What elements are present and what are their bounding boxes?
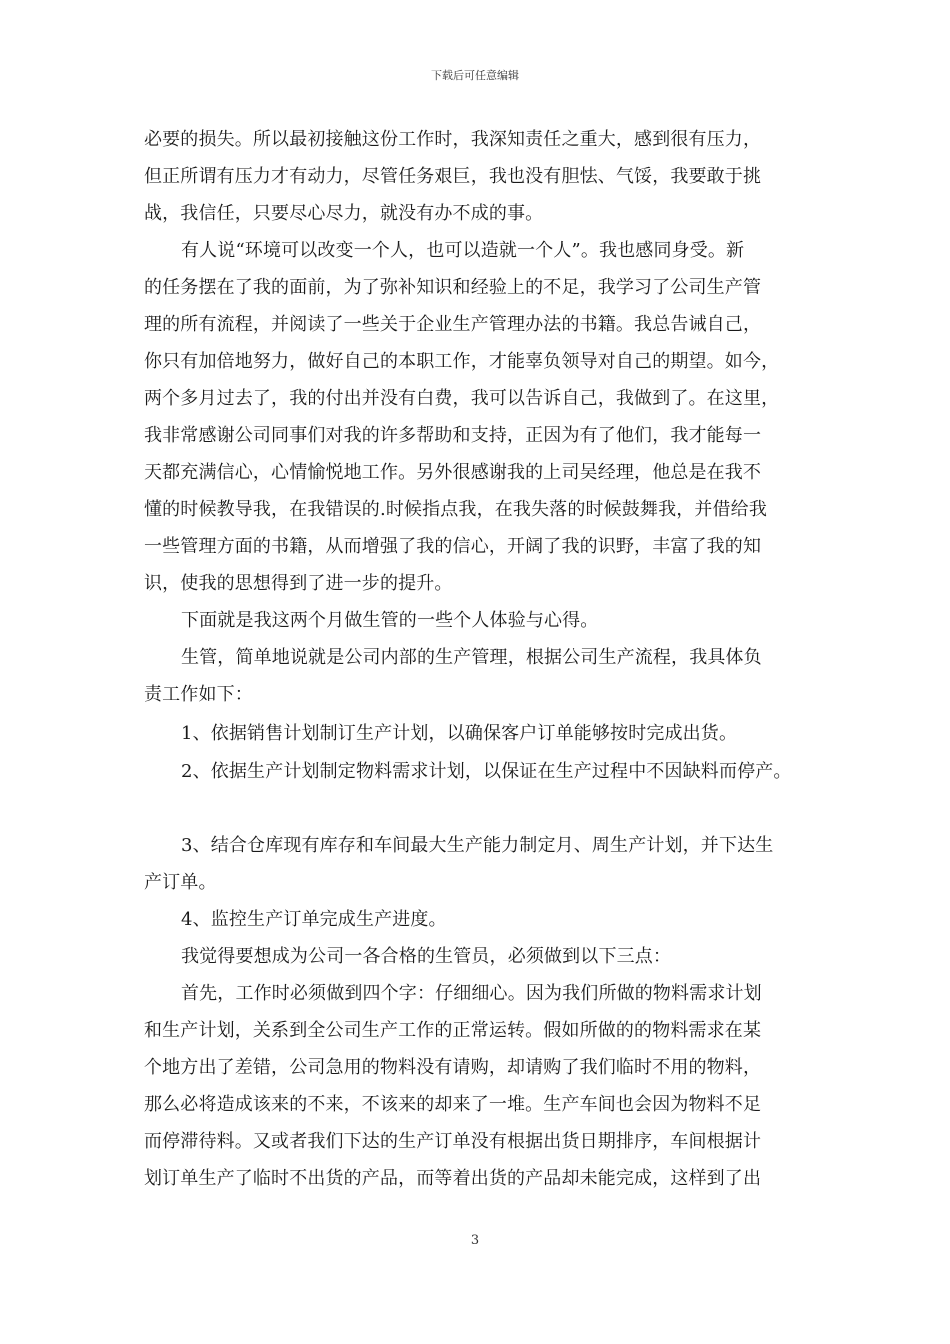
- list-item: 3、结合仓库现有库存和车间最大生产能力制定月、周生产计划，并下达生: [181, 835, 774, 856]
- body-text-line: 我非常感谢公司同事们对我的许多帮助和支持，正因为有了他们，我才能每一: [144, 425, 762, 446]
- list-item: 1、依据销售计划制订生产计划，以确保客户订单能够按时完成出货。: [181, 723, 738, 744]
- body-text-line: 首先，工作时必须做到四个字：仔细细心。因为我们所做的物料需求计划: [181, 983, 762, 1004]
- body-text-line: 但正所谓有压力才有动力，尽管任务艰巨，我也没有胆怯、气馁，我要敢于挑: [144, 166, 762, 187]
- body-text-line: 而停滞待料。又或者我们下达的生产订单没有根据出货日期排序，车间根据计: [144, 1131, 762, 1152]
- body-text-line: 懂的时候教导我，在我错误的.时候指点我，在我失落的时候鼓舞我，并借给我: [144, 499, 767, 520]
- body-text-line: 你只有加倍地努力，做好自己的本职工作，才能辜负领导对自己的期望。如今，: [144, 351, 780, 372]
- page-header: 下载后可任意编辑: [431, 69, 519, 82]
- list-item: 2、依据生产计划制定物料需求计划，以保证在生产过程中不因缺料而停产。: [181, 761, 792, 782]
- body-text-line: 识，使我的思想得到了进一步的提升。: [144, 573, 453, 594]
- body-text-line: 一些管理方面的书籍，从而增强了我的信心，开阔了我的识野，丰富了我的知: [144, 536, 762, 557]
- body-text-line: 必要的损失。所以最初接触这份工作时，我深知责任之重大，感到很有压力，: [144, 129, 762, 150]
- body-text-line: 下面就是我这两个月做生管的一些个人体验与心得。: [181, 610, 599, 631]
- body-text-line: 的任务摆在了我的面前，为了弥补知识和经验上的不足，我学习了公司生产管: [144, 277, 762, 298]
- body-text-line: 我觉得要想成为公司一各合格的生管员，必须做到以下三点：: [181, 946, 672, 967]
- body-text-line: 理的所有流程，并阅读了一些关于企业生产管理办法的书籍。我总告诫自己，: [144, 314, 762, 335]
- body-text-line: 战，我信任，只要尽心尽力，就没有办不成的事。: [144, 203, 544, 224]
- body-text-line: 有人说“环境可以改变一个人，也可以造就一个人”。我也感同身受。新: [181, 240, 745, 261]
- body-text-line: 划订单生产了临时不出货的产品，而等着出货的产品却未能完成，这样到了出: [144, 1168, 762, 1189]
- body-text-line: 天都充满信心，心情愉悦地工作。另外很感谢我的上司吴经理，他总是在我不: [144, 462, 762, 483]
- body-text-line: 那么必将造成该来的不来，不该来的却来了一堆。生产车间也会因为物料不足: [144, 1094, 762, 1115]
- body-text-line: 生管，简单地说就是公司内部的生产管理，根据公司生产流程，我具体负: [181, 647, 762, 668]
- page-number: 3: [470, 1233, 480, 1248]
- list-item: 4、监控生产订单完成生产进度。: [181, 909, 447, 930]
- body-text-line: 责工作如下：: [144, 684, 253, 705]
- body-text-line: 和生产计划，关系到全公司生产工作的正常运转。假如所做的的物料需求在某: [144, 1020, 762, 1041]
- body-text-line: 两个多月过去了，我的付出并没有白费，我可以告诉自己，我做到了。在这里，: [144, 388, 780, 409]
- body-text-line: 个地方出了差错，公司急用的物料没有请购，却请购了我们临时不用的物料，: [144, 1057, 762, 1078]
- body-text-line: 产订单。: [144, 872, 217, 893]
